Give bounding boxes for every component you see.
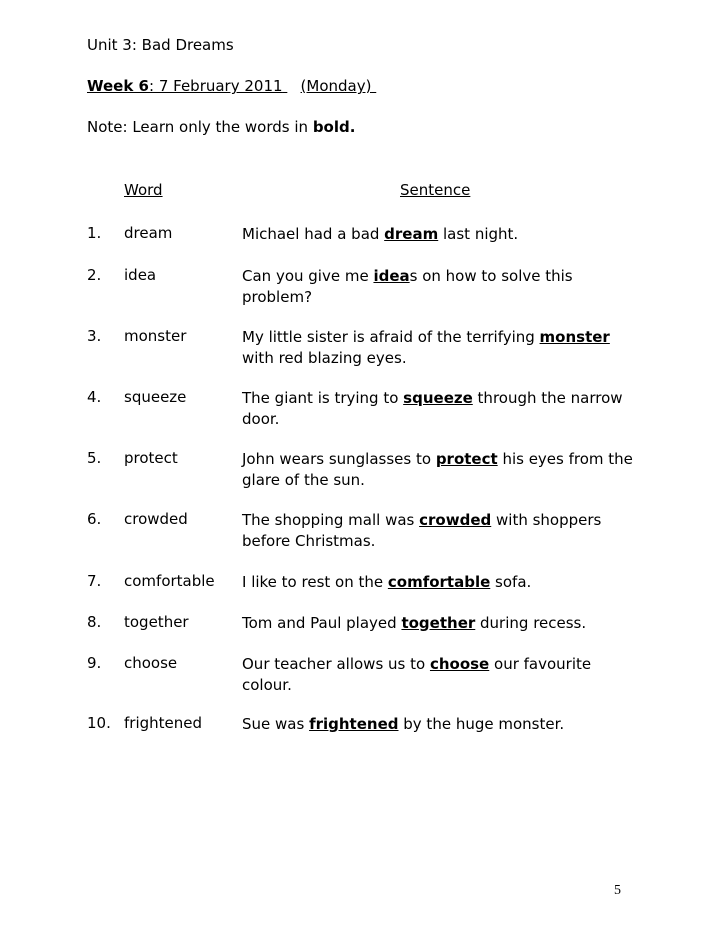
sentence-start: The shopping mall was [242,511,420,529]
example-sentence [242,388,642,430]
item-number: 7. [87,572,102,590]
example-sentence [242,327,642,369]
item-number: 1. [87,224,102,242]
example-sentence [242,572,642,593]
item-number: 4. [87,388,102,406]
vocabulary-word: idea [124,266,157,284]
keyword: choose [429,655,490,673]
example-sentence [242,224,642,245]
keyword: squeeze [403,389,473,407]
example-sentence [242,266,642,308]
vocabulary-word: choose [124,654,178,672]
example-sentence [242,510,642,552]
vocabulary-word: comfortable [124,572,215,590]
item-number: 2. [87,266,102,284]
keyword: together [401,614,476,632]
sentence-start: The giant is trying to [242,389,404,407]
unit-title [87,36,234,54]
example-sentence [242,714,642,735]
keyword: crowded [419,511,492,529]
sentence-start: I like to rest on the [242,573,388,591]
item-number: 8. [87,613,102,631]
item-number: 9. [87,654,102,672]
vocabulary-word: monster [124,327,187,345]
note-bold-text: bold. [312,118,356,136]
example-sentence [242,613,642,634]
column-header-sentence: Sentence [400,181,471,199]
vocabulary-word: crowded [124,510,188,528]
sentence-end: with shoppers before Christmas. [242,511,602,550]
sentence-end: sofa. [490,573,532,591]
item-number: 6. [87,510,102,528]
keyword: dream [384,225,439,243]
item-number: 3. [87,327,102,345]
week-day: (Monday) [300,77,372,95]
sentence-start: Our teacher allows us to [242,655,430,673]
keyword: comfortable [387,573,491,591]
item-number: 5. [87,449,102,467]
page-number: 5 [614,883,621,898]
keyword: idea [373,267,410,285]
sentence-end: through the narrow door. [242,389,623,428]
week-date: : 7 February 2011 [149,77,283,95]
sentence-end: his eyes from the glare of the sun. [242,450,633,489]
note-line [87,118,355,136]
sentence-end: last night. [438,225,519,243]
sentence-end: by the huge monster. [398,715,565,733]
sentence-end: s on how to solve this problem? [242,267,573,306]
sentence-start: Tom and Paul played [242,614,402,632]
column-header-word: Word [124,181,163,199]
keyword: frightened [309,715,399,733]
sentence-start: My little sister is afraid of the terrifying [242,328,540,346]
sentence-end: during recess. [475,614,587,632]
note-text: Note: Learn only the words in [87,118,313,136]
week-line [87,77,379,95]
unit-title-text: Unit 3: Bad Dreams [87,36,234,54]
keyword: protect [435,450,498,468]
example-sentence [242,654,642,696]
week-label: Week 6 [87,77,149,95]
vocabulary-word: protect [124,449,178,467]
example-sentence [242,449,642,491]
sentence-start: Can you give me [242,267,374,285]
item-number: 10. [87,714,111,732]
sentence-start: Michael had a bad [242,225,385,243]
sentence-start: John wears sunglasses to [242,450,436,468]
vocabulary-word: dream [124,224,173,242]
sentence-end: with red blazing eyes. [242,349,407,367]
keyword: monster [539,328,610,346]
vocabulary-word: together [124,613,189,631]
vocabulary-word: frightened [124,714,203,732]
sentence-end: our favourite colour. [242,655,592,694]
sentence-start: Sue was [242,715,310,733]
vocabulary-word: squeeze [124,388,187,406]
